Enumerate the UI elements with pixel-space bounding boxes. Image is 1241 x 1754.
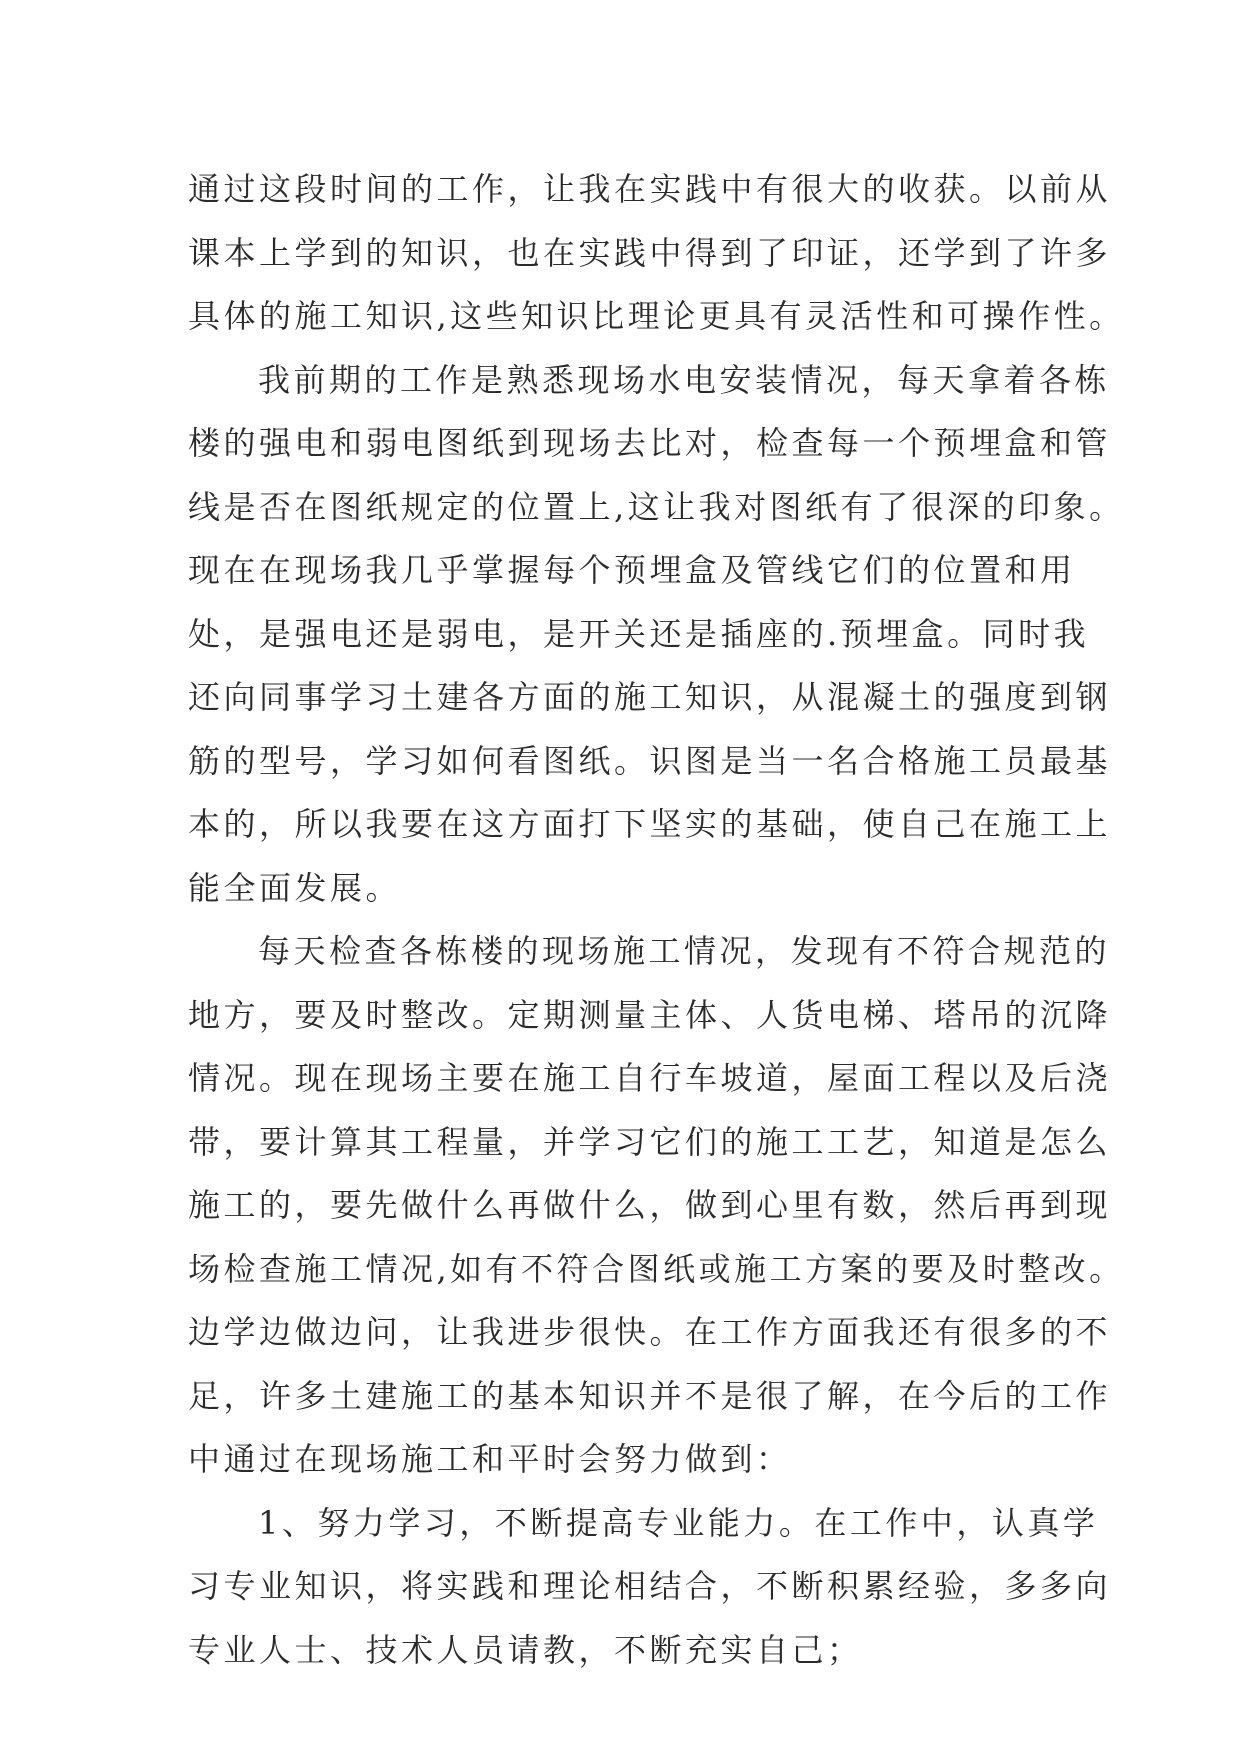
text-line: 现在在现场我几乎掌握每个预埋盒及管线它们的位置和用 [188,551,1076,589]
text-line: 带，要计算其工程量，并学习它们的施工工艺，知道是怎么 [188,1122,1112,1161]
text-line: 通过这段时间的工作，让我在实践中有很大的收获。以前从 [188,170,1112,208]
text-line: 情况。现在现场主要在施工自行车坡道，屋面工程以及后浇 [188,1059,1112,1097]
paragraph-start-line: 1、努力学习，不断提高专业能力。在工作中，认真学 [258,1503,1099,1542]
text-line: 还向同事学习土建各方面的施工知识，从混凝土的强度到钢 [188,678,1112,716]
document-body [188,158,1125,1682]
text-line: 本的，所以我要在这方面打下坚实的基础，使自己在施工上 [188,805,1112,843]
text-line: 筋的型号，学习如何看图纸。识图是当一名合格施工员最基 [188,741,1112,780]
text-line: 施工的，要先做什么再做什么，做到心里有数，然后再到现 [188,1186,1112,1224]
text-line: 场检查施工情况,如有不符合图纸或施工方案的要及时整改。 [188,1249,1125,1288]
text-line: 专业人士、技术人员请教，不断充实自己； [188,1630,863,1669]
text-line: 楼的强电和弱电图纸到现场去比对，检查每一个预埋盒和管 [188,424,1112,462]
text-line: 足，许多土建施工的基本知识并不是很了解，在今后的工作 [188,1376,1112,1415]
text-line: 地方，要及时整改。定期测量主体、人货电梯、塔吊的沉降 [188,995,1112,1034]
text-line: 处，是强电还是弱电，是开关还是插座的.预埋盒。同时我 [188,614,1090,653]
text-line: 中通过在现场施工和平时会努力做到： [188,1440,792,1478]
text-line: 课本上学到的知识，也在实践中得到了印证，还学到了许多 [188,233,1112,272]
paragraph-start-line: 每天检查各栋楼的现场施工情况，发现有不符合规范的 [258,932,1111,970]
text-line: 能全面发展。 [188,868,402,907]
text-line: 边学边做边问，让我进步很快。在工作方面我还有很多的不 [188,1313,1112,1351]
text-line: 具体的施工知识,这些知识比理论更具有灵活性和可操作性。 [188,297,1125,335]
paragraph-start-line: 我前期的工作是熟悉现场水电安装情况，每天拿着各栋 [258,360,1111,399]
text-line: 习专业知识，将实践和理论相结合，不断积累经验，多多向 [188,1567,1112,1605]
text-line: 线是否在图纸规定的位置上,这让我对图纸有了很深的印象。 [188,487,1125,526]
